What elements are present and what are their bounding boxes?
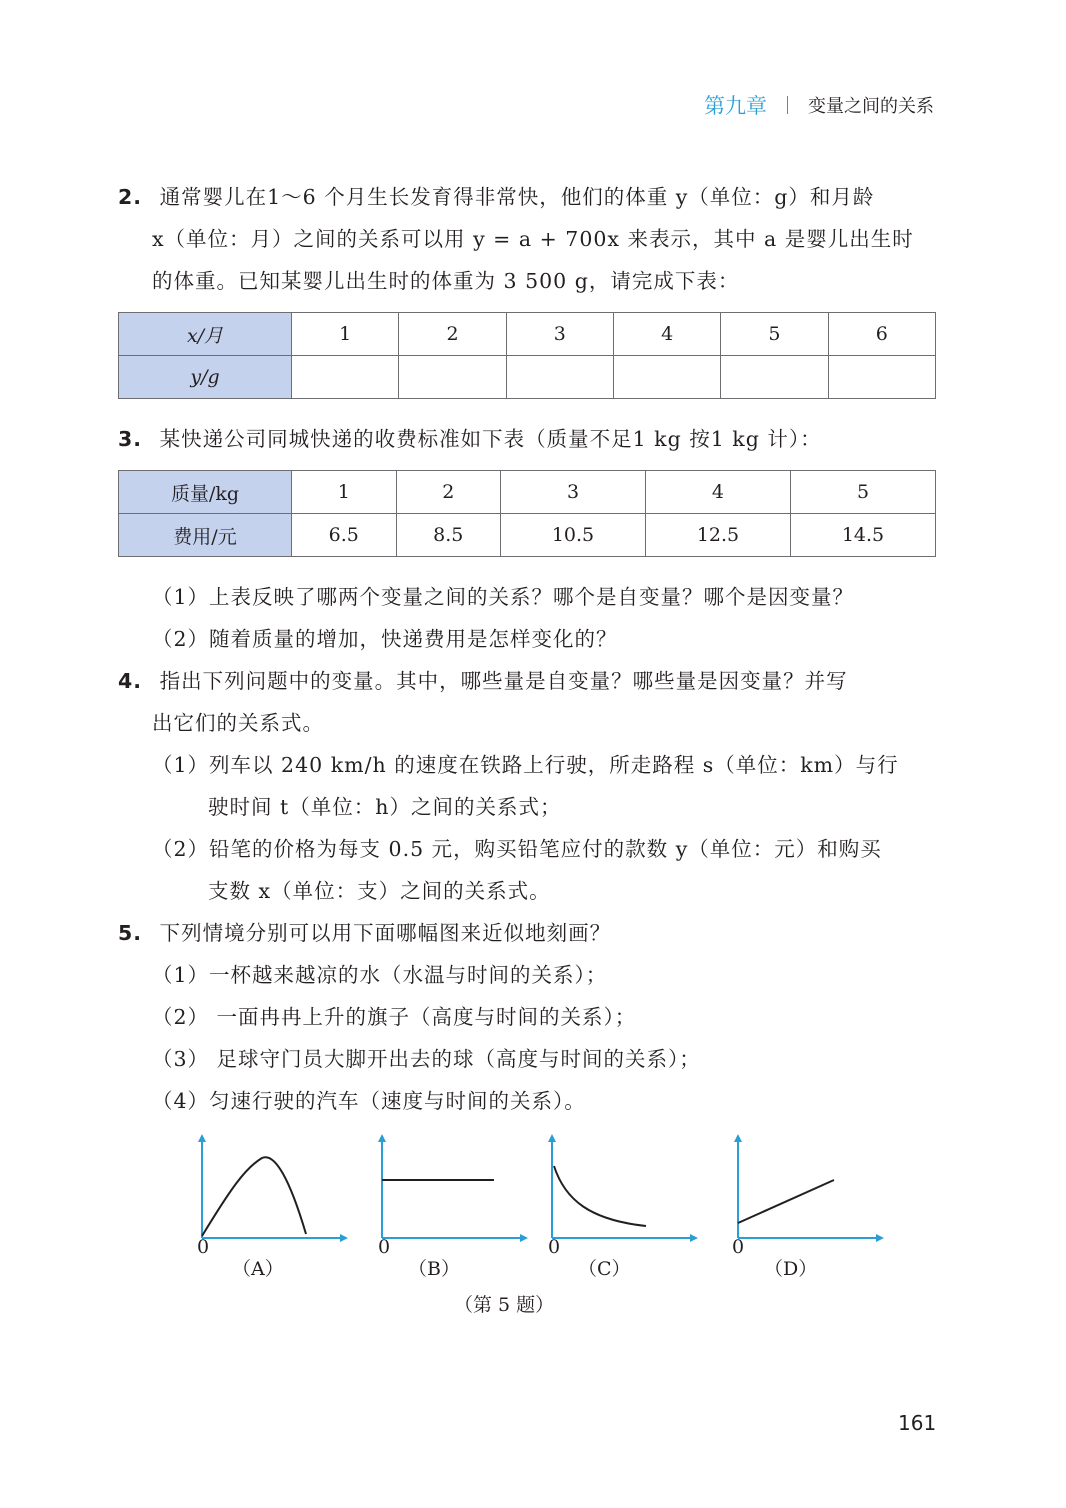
q4-sub1a: （1）列车以 240 km/h 的速度在铁路上行驶，所走路程 s（单位：km）与行: [152, 753, 899, 777]
q3-sub1: （1）上表反映了哪两个变量之间的关系？哪个是自变量？哪个是因变量？: [152, 585, 855, 609]
q5-number: 5.: [118, 921, 143, 945]
q3-table-cell: 10.5: [501, 514, 646, 557]
graph-b: [370, 1130, 530, 1260]
q5-sub2: （2） 一面冉冉上升的旗子（高度与时间的关系）；: [152, 1005, 637, 1029]
q2-table-head-x: x/月: [119, 313, 292, 356]
q3-table: [118, 470, 936, 557]
q3-table-cell: 14.5: [790, 514, 935, 557]
graph-a-label: （A）: [232, 1258, 284, 1280]
q4-line1: [118, 664, 848, 694]
graph-a-origin: 0: [197, 1236, 210, 1258]
q2-line1: [118, 180, 874, 210]
graph-b-label: （B）: [408, 1258, 460, 1280]
figure-caption: （第 5 题）: [454, 1294, 555, 1316]
q2-table-blank: [613, 356, 720, 399]
page-number: 161: [898, 1411, 937, 1435]
q3-table-cell: 12.5: [645, 514, 790, 557]
q2-table-blank: [721, 356, 828, 399]
chapter-label: 第九章: [704, 94, 767, 118]
graph-d: [726, 1130, 886, 1260]
q5-sub4: （4）匀速行驶的汽车（速度与时间的关系）。: [152, 1089, 586, 1113]
graph-d-origin: 0: [732, 1236, 745, 1258]
q3-table-cell: 4: [645, 471, 790, 514]
q3-text-1: 某快递公司同城快递的收费标准如下表（质量不足1 kg 按1 kg 计）：: [159, 427, 822, 451]
q5-sub1: （1）一杯越来越凉的水（水温与时间的关系）；: [152, 963, 608, 987]
q2-table: [118, 312, 936, 399]
q2-table-blank: [399, 356, 506, 399]
q3-line1: [118, 422, 822, 452]
q2-table-cell: 3: [506, 313, 613, 356]
q2-table-cell: 6: [828, 313, 935, 356]
q2-table-cell: 2: [399, 313, 506, 356]
graph-c: [540, 1130, 700, 1260]
q2-number: 2.: [118, 185, 143, 209]
graph-c-label: （C）: [578, 1258, 631, 1280]
q2-table-cell: 4: [613, 313, 720, 356]
q5-sub3: （3） 足球守门员大脚开出去的球（高度与时间的关系）；: [152, 1047, 701, 1071]
q2-text-2: x（单位：月）之间的关系可以用 y = a + 700x 来表示，其中 a 是婴儿出生时: [152, 227, 914, 251]
q5-line1: [118, 916, 611, 946]
q3-table-cell: 3: [501, 471, 646, 514]
graph-b-origin: 0: [378, 1236, 391, 1258]
q2-table-blank: [828, 356, 935, 399]
q3-table-cell: 8.5: [396, 514, 501, 557]
q3-table-cell: 6.5: [292, 514, 397, 557]
q3-table-cell: 5: [790, 471, 935, 514]
q2-table-cell: 5: [721, 313, 828, 356]
q3-table-cell: 2: [396, 471, 501, 514]
q3-table-head-cost: 费用/元: [119, 514, 292, 557]
q2-table-cell: 1: [292, 313, 399, 356]
q4-sub2a: （2）铅笔的价格为每支 0.5 元，购买铅笔应付的款数 y（单位：元）和购买: [152, 837, 882, 861]
q2-table-head-y: y/g: [119, 356, 292, 399]
q3-table-cell: 1: [292, 471, 397, 514]
q2-table-blank: [292, 356, 399, 399]
q3-number: 3.: [118, 427, 143, 451]
graph-a: [190, 1130, 350, 1260]
q4-text-1: 指出下列问题中的变量。其中，哪些量是自变量？哪些量是因变量？并写: [159, 669, 848, 693]
q3-table-head-mass: 质量/kg: [119, 471, 292, 514]
header-divider: [787, 96, 788, 114]
chapter-title: 变量之间的关系: [808, 96, 934, 117]
q4-number: 4.: [118, 669, 143, 693]
graph-d-label: （D）: [764, 1258, 818, 1280]
q2-text-3: 的体重。已知某婴儿出生时的体重为 3 500 g，请完成下表：: [152, 269, 740, 293]
q2-text-1: 通常婴儿在1～6 个月生长发育得非常快，他们的体重 y（单位：g）和月龄: [159, 185, 875, 209]
q4-text-2: 出它们的关系式。: [152, 711, 324, 735]
q2-table-blank: [506, 356, 613, 399]
chapter-header: [704, 90, 934, 120]
graph-c-origin: 0: [548, 1236, 561, 1258]
q4-sub1b: 驶时间 t（单位：h）之间的关系式；: [208, 795, 562, 819]
q5-text-1: 下列情境分别可以用下面哪幅图来近似地刻画？: [159, 921, 612, 945]
q4-sub2b: 支数 x（单位：支）之间的关系式。: [208, 879, 551, 903]
q3-sub2: （2）随着质量的增加，快递费用是怎样变化的？: [152, 627, 618, 651]
